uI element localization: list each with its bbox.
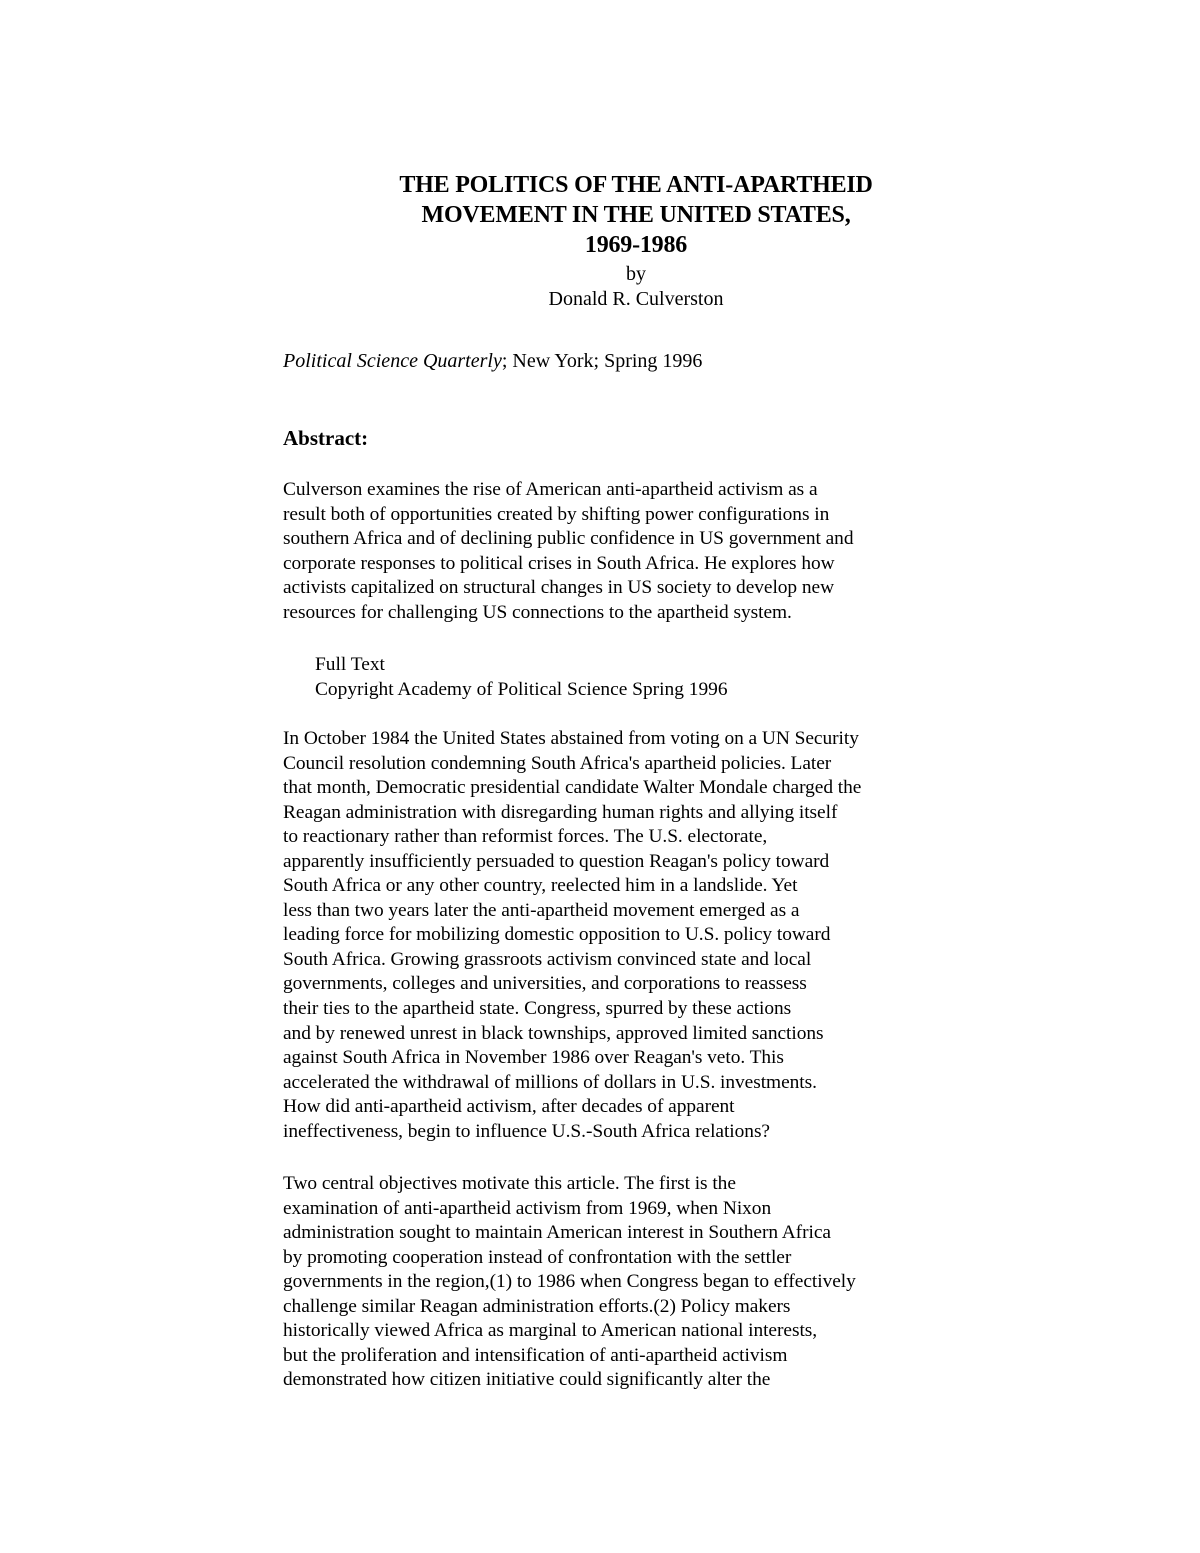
text-line: that month, Democratic presidential candidate Walter Mondale charged the	[283, 777, 862, 799]
body-paragraph-2	[283, 1172, 856, 1393]
text-line: demonstrated how citizen initiative could significantly alter the	[283, 1369, 771, 1391]
text-line: Reagan administration with disregarding human rights and allying itself	[283, 801, 838, 823]
text-line: ineffectiveness, begin to influence U.S.-South Africa relations?	[283, 1120, 770, 1142]
text-line: southern Africa and of declining public confidence in US government and	[283, 528, 854, 550]
journal-name: Political Science Quarterly	[283, 350, 502, 372]
text-line: governments, colleges and universities, and corporations to reassess	[283, 973, 807, 995]
full-text-label: Full Text	[315, 654, 385, 675]
text-line: less than two years later the anti-apartheid movement emerged as a	[283, 899, 800, 921]
byline: by	[626, 263, 646, 285]
body-paragraph-1	[283, 727, 861, 1144]
text-line: by promoting cooperation instead of confrontation with the settler	[283, 1246, 792, 1268]
copyright-notice: Copyright Academy of Political Science Spring 1996	[315, 679, 728, 700]
citation	[283, 348, 702, 374]
text-line: Two central objectives motivate this article. The first is the	[283, 1173, 736, 1194]
article-title-line-3: 1969-1986	[584, 232, 688, 258]
article-title-line-2: MOVEMENT IN THE UNITED STATES,	[421, 202, 851, 228]
text-line: accelerated the withdrawal of millions of dollars in U.S. investments.	[283, 1071, 817, 1093]
text-line: corporate responses to political crises in South Africa. He explores how	[283, 552, 835, 574]
text-line: Culverson examines the rise of American anti-apartheid activism as a	[283, 479, 818, 500]
text-line: governments in the region,(1) to 1986 when Congress began to effectively	[283, 1271, 856, 1293]
text-line: How did anti-apartheid activism, after decades of apparent	[283, 1096, 735, 1118]
text-line: against South Africa in November 1986 over Reagan's veto. This	[283, 1047, 784, 1069]
full-text-block	[315, 652, 728, 702]
citation-details: ; New York; Spring 1996	[501, 350, 703, 372]
text-line: South Africa. Growing grassroots activism convinced state and local	[283, 948, 812, 970]
text-line: South Africa or any other country, reelected him in a landslide. Yet	[283, 875, 798, 897]
text-line: and by renewed unrest in black townships, approved limited sanctions	[283, 1022, 824, 1044]
title-block	[0, 170, 1200, 311]
abstract-paragraph	[283, 478, 853, 625]
text-line: Council resolution condemning South Africa's apartheid policies. Later	[283, 752, 832, 774]
text-line: result both of opportunities created by shifting power configurations in	[283, 503, 830, 525]
text-line: resources for challenging US connections to the apartheid system.	[283, 601, 792, 623]
text-line: historically viewed Africa as marginal to American national interests,	[283, 1320, 818, 1342]
text-line: examination of anti-apartheid activism from 1969, when Nixon	[283, 1197, 772, 1219]
author-name: Donald R. Culverston	[548, 288, 724, 310]
article-title-line-1: THE POLITICS OF THE ANTI-APARTHEID	[399, 172, 873, 198]
text-line: challenge similar Reagan administration efforts.(2) Policy makers	[283, 1295, 791, 1317]
text-line: leading force for mobilizing domestic opposition to U.S. policy toward	[283, 924, 831, 946]
text-line: In October 1984 the United States abstained from voting on a UN Security	[283, 728, 859, 749]
text-line: apparently insufficiently persuaded to question Reagan's policy toward	[283, 850, 830, 872]
text-line: but the proliferation and intensification of anti-apartheid activism	[283, 1344, 788, 1366]
text-line: administration sought to maintain American interest in Southern Africa	[283, 1222, 831, 1244]
text-line: their ties to the apartheid state. Congress, spurred by these actions	[283, 998, 792, 1020]
abstract-heading: Abstract:	[283, 426, 369, 450]
text-line: to reactionary rather than reformist forces. The U.S. electorate,	[283, 826, 768, 848]
text-line: activists capitalized on structural changes in US society to develop new	[283, 577, 835, 599]
